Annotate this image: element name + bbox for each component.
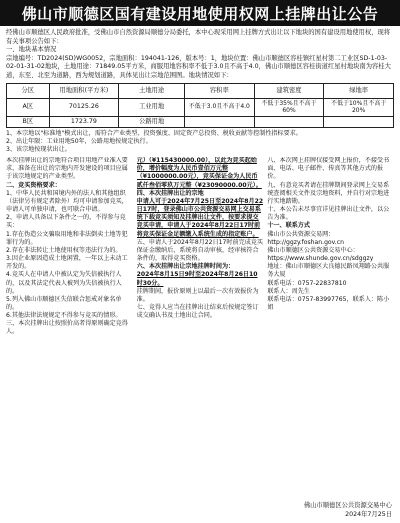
- table-header-cell: 分区: [7, 83, 50, 98]
- intro-heading: 一、地块基本情况: [6, 46, 57, 54]
- column-right: [267, 157, 394, 415]
- area-cell: 70125.26: [49, 98, 119, 116]
- zone-cell: A区: [7, 98, 50, 116]
- col-paragraph: 5.列入佛山市顺德区失信联合惩戒对象名单的。: [6, 295, 122, 311]
- green-cell: [324, 116, 394, 127]
- issue-date: 2024年7月25日: [345, 510, 392, 518]
- far-cell: 不低于3.0且不高于4.0: [185, 98, 255, 116]
- contact-person: 联系人：周先生: [267, 287, 310, 295]
- col-paragraph: 4.竞买人在申请人中被认定为失信被执行人的，以及其法定代表人被列为失信被执行人的。: [6, 271, 122, 295]
- note-item: 3、该宗地按现状出让。: [6, 145, 71, 153]
- table-header-cell: 建筑密度: [254, 83, 324, 98]
- section-heading: 十一、联系方式: [267, 222, 310, 230]
- page-title: [0, 0, 400, 26]
- issuer-name: 佛山市顺德区公共资源交易中心: [303, 502, 392, 510]
- column-middle: [137, 157, 264, 415]
- section-heading: 四、本次挂牌出让的宗地: [136, 189, 204, 197]
- table-header-cell: 绿地率: [324, 83, 394, 98]
- body-columns: [0, 154, 400, 415]
- col-paragraph: 6.其他法律法规规定不得参与竞买的情形。: [6, 312, 122, 320]
- table-header-cell: 用地面积(平方米): [49, 83, 119, 98]
- use-cell: 工业用地: [119, 98, 185, 116]
- notes-section: [0, 128, 400, 155]
- table-header-row: [7, 83, 394, 98]
- trading-site-link[interactable]: 佛山市公共资源交易网：http://ggzy.foshan.gov.cn: [267, 230, 344, 246]
- page-title-text: 佛山市顺德区国有建设用地使用权网上挂牌出让公告: [21, 4, 379, 23]
- far-cell: [185, 116, 255, 127]
- table-row: [7, 98, 394, 116]
- application-period: 申请人可于2024年7月25日至2024年8月22日17时，登录佛山市公共资源交易网上交易系统下载竞买须知及挂牌出让文件，按要求提交竞买申请，申请人于2024年8月22日17时前将竞买保证金足额缴入系统生成的指定账户。: [136, 197, 264, 238]
- intro-section: [0, 26, 400, 81]
- table-header-cell: 容积率: [185, 83, 255, 98]
- col-paragraph: 三、本次挂牌出让按照价高者得原则确定竞得人。: [6, 320, 128, 336]
- phone-text: 联系电话：0757-22837810: [267, 279, 347, 287]
- col-paragraph: 1.存在伪造公文骗取用地和非法倒卖土地等犯罪行为的。: [6, 230, 128, 246]
- col-paragraph: 2.存在非法转让土地使用权等违法行为的。: [6, 246, 122, 254]
- col-paragraph: 1、中华人民共和国境内外的法人和其他组织（法律另有规定者除外）均可申请参加竞买，申请人可单独申请，也可联合申请。: [6, 189, 128, 214]
- table-row: [7, 116, 394, 127]
- col-paragraph: 3.因企业原因造成土地闲置，一年以上未动工开发的。: [6, 255, 128, 271]
- col-paragraph: 七、竞得人应当在挂牌出让结束后按规定签订成交确认书及土地出让合同。: [136, 303, 259, 320]
- density-cell: [254, 116, 324, 127]
- col-paragraph: 五、申请人于2024年8月22日17时前完成竞买保证金缴纳后，系统将自动审核，经审核符合条件的，取得竞买资格。: [136, 238, 263, 263]
- col-paragraph: 九、有意竞买者请在挂牌期间登录网上交易系统查阅相关文件及宗地资料，并自行对宗地进行实地踏勘。: [267, 181, 390, 205]
- note-item: 2、出让年限：工业用地50年，公路用地按规定执行。: [6, 137, 152, 145]
- col-paragraph: 八、本次网上挂牌仅接受网上报价，不接受书面、电话、电子邮件、传真等其他方式的报价。: [267, 157, 390, 181]
- section-heading: 二、竞买资格要求：: [6, 181, 61, 189]
- listing-period: 2024年8月15日9时至2024年8月26日10时30分。: [136, 271, 258, 287]
- price-paragraph: 元）（¥115430000.00），以此为竞买起始价，增价幅度为人民币壹佰万元整（¥1000000.00元），竞买保证金为人民币贰仟叁佰零玖万元整（¥23090000.00元）。: [136, 157, 262, 189]
- col-paragraph: 2、申请人具备以下条件之一的，不得参与竞买：: [6, 214, 126, 230]
- section-heading: 六、本次挂牌出让宗地挂牌时间为：: [136, 263, 235, 271]
- address-text: 地址：佛山市顺德区大良德民路凤翔路公共服务大厦: [267, 263, 390, 279]
- use-cell: 公路用地: [119, 116, 185, 127]
- parcel-table-wrapper: [0, 81, 400, 128]
- column-left: [6, 157, 133, 415]
- center-site-link[interactable]: 佛山市顺德区公共资源交易中心：https://www.shunde.gov.cn/sdggzy: [267, 246, 374, 263]
- signature-block: [304, 502, 392, 519]
- area-cell: 1723.79: [49, 116, 119, 127]
- col-paragraph: 挂牌期间，报价原则上以最后一次有效报价为准。: [136, 287, 259, 303]
- note-item: 1、本宗地以"标准地"模式出让，需符合产业类型、投资强度、固定资产总投资、税收贡献等控制性指标要求。: [6, 129, 302, 137]
- phone-text: 联系电话：0757-83997765，联系人：陈小姐: [267, 295, 390, 311]
- green-cell: 不低于10%且不高于20%: [324, 98, 394, 116]
- parcel-table: [6, 83, 394, 128]
- table-header-cell: 土地用途: [119, 83, 185, 98]
- zone-cell: B区: [7, 116, 50, 127]
- density-cell: 不低于35%且不高于60%: [254, 98, 324, 116]
- intro-parcel-details: 宗地编号：TD2024(SD)WG0052，宗地面积：194041-126，版本号：1，地块位置：佛山市顺德区容桂镇红星村第二工业区SD-1-03-02-01-31-02地块，土地用途：71849.05平方米，商服用地容积率不低于3.0且不高于4.0，佛山市顺德区容桂街道红星村地块南为容桂大道，东至、北至为道路，西为规划道路，具体见出让宗地范围图。地块情况如下：: [6, 54, 391, 79]
- col-paragraph: 本次挂牌出让的宗地符合项目用地产业准入要求，准备在出让的宗地内开发建设的项目应属于该宗地规定的产业类型。: [6, 157, 128, 181]
- col-paragraph: 十、本公告未尽事宜详见挂牌出让文件，以公告为准。: [267, 206, 390, 222]
- intro-paragraph: 经佛山市顺德区人民政府批准，受佛山市自然资源局顺德分局委托，本中心现采用网上挂牌方式出让以下地块的国有建设用地使用权，现将有关事项公告如下：: [6, 29, 391, 45]
